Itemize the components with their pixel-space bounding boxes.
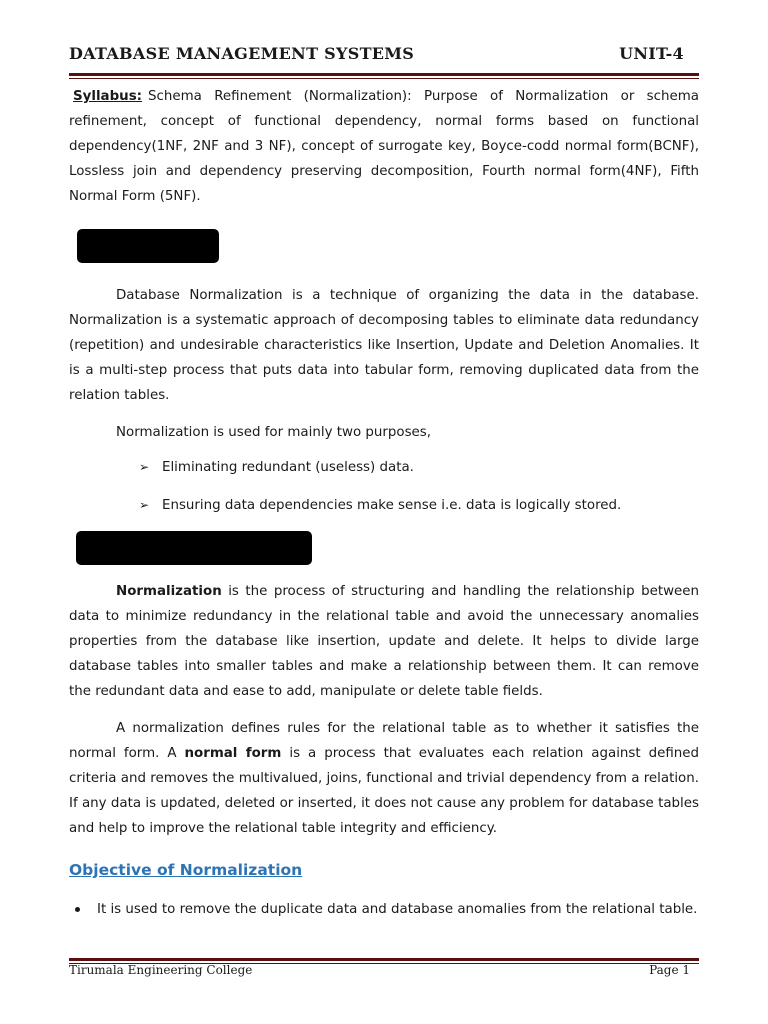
page-number: Page 1 xyxy=(649,963,690,977)
objective-heading: Objective of Normalization xyxy=(69,861,303,879)
definition-text-2b: is a process that evaluates each relation against defined criteria and removes the multivalued, joins, functional and trivial dependency from a relation. If any data is updated, deleted or inserted, it does not cause any problem for database tables and help to improve the relational table integrity and efficiency. xyxy=(69,746,700,836)
objective-text: It is used to remove the duplicate data and database anomalies from the relational table. xyxy=(97,902,698,917)
list-item xyxy=(69,493,699,518)
syllabus-text: Schema Refinement (Normalization): Purpose of Normalization or schema refinement, concept of functional dependency, normal forms based on functional dependency(1NF, 2NF and 3 NF), concept of surrogate key, Boyce-codd normal form(BCNF), Lossless join and dependency preserving decomposition, Fourth normal form(4NF), Fifth Normal Form (5NF). xyxy=(69,89,699,204)
bullet-icon xyxy=(75,907,80,912)
page-header xyxy=(69,44,684,63)
footer-rule xyxy=(69,958,699,961)
term-normalization: Normalization xyxy=(116,584,222,599)
footer-college: Tirumala Engineering College xyxy=(69,963,253,977)
syllabus-label: Syllabus: xyxy=(73,89,143,104)
term-normal-form: normal form xyxy=(184,746,282,761)
page-content xyxy=(69,84,699,922)
purposes-list xyxy=(69,455,699,518)
redacted-heading-2 xyxy=(76,531,312,565)
list-item xyxy=(69,897,699,922)
header-title: DATABASE MANAGEMENT SYSTEMS xyxy=(69,44,415,63)
objective-list xyxy=(69,897,699,922)
purpose-text: Eliminating redundant (useless) data. xyxy=(162,460,414,475)
intro-paragraph: Database Normalization is a technique of organizing the data in the database. Normalization is a systematic approach of decomposing tables to eliminate data redundancy (repetition) and undesirable characteristics like Insertion, Update and Deletion Anomalies. It is a multi-step process that puts data into tabular form, removing duplicated data from the relation tables. xyxy=(69,288,699,403)
list-item xyxy=(69,455,699,480)
definition-paragraph-2 xyxy=(69,716,699,841)
header-rule xyxy=(69,73,699,76)
definition-paragraph-1 xyxy=(69,579,699,704)
page-footer xyxy=(69,963,690,977)
purpose-text: Ensuring data dependencies make sense i.e. data is logically stored. xyxy=(162,498,622,513)
arrow-bullet-icon: ➢ xyxy=(139,460,150,474)
arrow-bullet-icon: ➢ xyxy=(139,498,150,512)
definition-text-1: is the process of structuring and handling the relationship between data to minimize redundancy in the relational table and avoid the unnecessary anomalies properties from the database like insertion, update and delete. It helps to divide large database tables into smaller tables and make a relationship between them. It can remove the redundant data and ease to add, manipulate or delete table fields. xyxy=(69,584,699,699)
syllabus-paragraph xyxy=(69,84,699,209)
purposes-intro: Normalization is used for mainly two purposes, xyxy=(116,425,432,440)
definition-text-2a: A normalization defines rules for the relational table as to whether it satisfies the normal form. A xyxy=(69,721,699,761)
redacted-heading-1 xyxy=(77,229,219,263)
header-unit: UNIT-4 xyxy=(619,44,684,63)
